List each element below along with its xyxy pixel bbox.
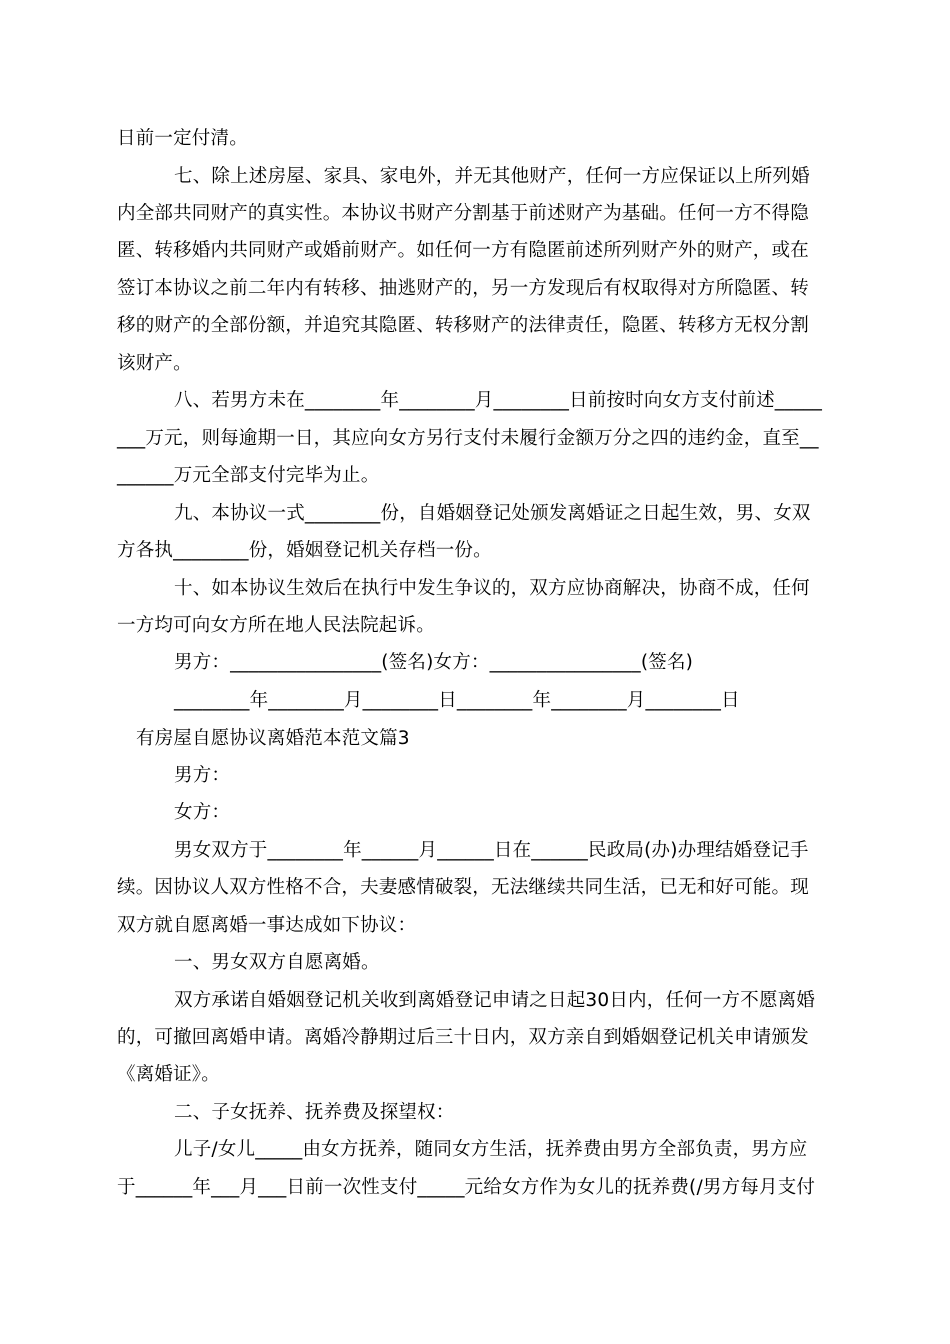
text-line: ______万元全部支付完毕为止。: [117, 465, 380, 486]
text-line: 一方均可向女方所在地人民法院起诉。: [117, 615, 435, 636]
text-line: 双方承诺自婚姻登记机关收到离婚登记申请之日起30日内，任何一方不愿离婚: [174, 990, 816, 1011]
signature-line: 男方：________________(签名)女方：________________(签名): [174, 652, 694, 673]
text-line: 内全部共同财产的真实性。本协议书财产分割基于前述财产为基础。任何一方不得隐: [117, 203, 809, 224]
section-title: 有房屋自愿协议离婚范本范文篇3: [136, 728, 410, 749]
text-line: 七、除上述房屋、家具、家电外，并无其他财产，任何一方应保证以上所列婚: [174, 166, 810, 187]
text-line: 女方：: [174, 802, 231, 823]
text-line: 一、男女双方自愿离婚。: [174, 952, 380, 973]
text-line: 男方：: [174, 765, 231, 786]
date-line: ________年________月________日________年________月________日: [174, 690, 740, 711]
text-line: 儿子/女儿_____由女方抚养，随同女方生活，抚养费由男方全部负责，男方应: [174, 1139, 808, 1160]
text-line: 男女双方于________年______月______日在______民政局(办)办理结婚登记手: [174, 840, 809, 861]
text-line: 十、如本协议生效后在执行中发生争议的，双方应协商解决，协商不成，任何: [174, 578, 810, 599]
text-line: 的，可撤回离婚申请。离婚冷静期过后三十日内，双方亲自到婚姻登记机关申请颁发: [117, 1027, 809, 1048]
text-line: ___万元，则每逾期一日，其应向女方另行支付未履行金额万分之四的违约金，直至__: [117, 428, 819, 449]
text-line: 方各执________份，婚姻登记机关存档一份。: [117, 540, 492, 561]
text-line: 匿、转移婚内共同财产或婚前财产。如任何一方有隐匿前述所列财产外的财产，或在: [117, 240, 809, 261]
text-line: 签订本协议之前二年内有转移、抽逃财产的，另一方发现后有权取得对方所隐匿、转: [117, 278, 809, 299]
text-line: 九、本协议一式________份，自婚姻登记处颁发离婚证之日起生效，男、女双: [174, 503, 811, 524]
text-line: 双方就自愿离婚一事达成如下协议：: [117, 915, 417, 936]
text-line: 二、子女抚养、抚养费及探望权：: [174, 1102, 455, 1123]
text-line: 日前一定付清。: [117, 128, 248, 149]
text-line: 移的财产的全部份额，并追究其隐匿、转移财产的法律责任，隐匿、转移方无权分割: [117, 315, 809, 336]
text-line: 续。因协议人双方性格不合，夫妻感情破裂，无法继续共同生活，已无和好可能。现: [117, 877, 809, 898]
text-line: 八、若男方未在________年________月________日前按时向女方支付前述_____: [174, 390, 823, 411]
text-line: 该财产。: [117, 353, 192, 374]
text-line: 于______年___月___日前一次性支付_____元给女方作为女儿的抚养费(/男方每月支付: [117, 1177, 816, 1198]
text-line: 《离婚证》。: [117, 1064, 220, 1085]
